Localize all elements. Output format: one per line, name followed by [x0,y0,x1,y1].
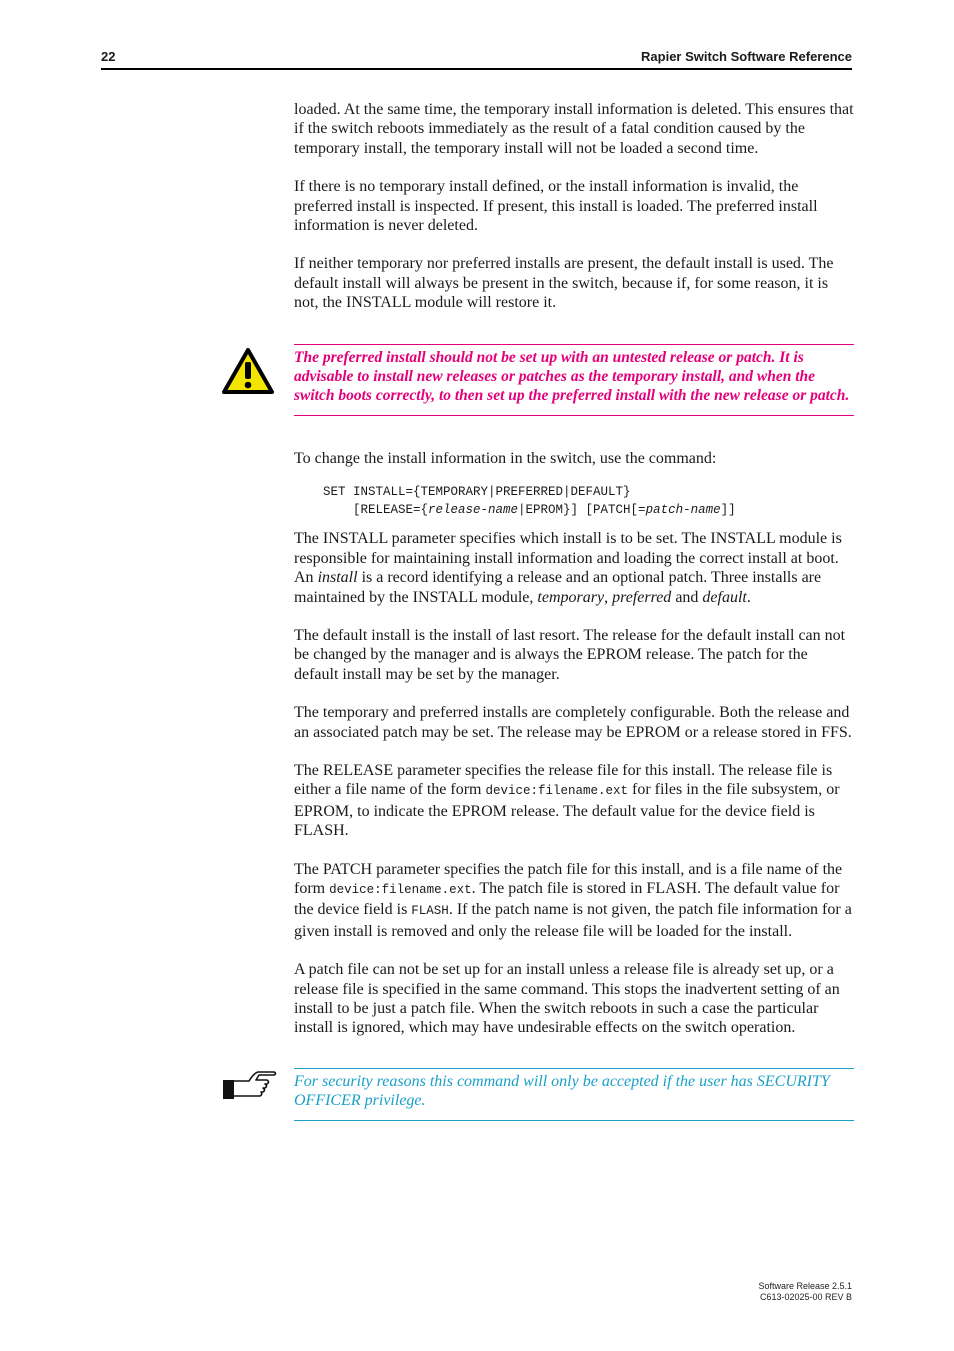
software-release: Software Release 2.5.1 [758,1281,852,1291]
paragraph: The INSTALL parameter specifies which install is to be set. The INSTALL module is responsible for maintaining install information and loading the correct install at boot. An install is a record identifying a release and an optional patch. Three installs are maintained by the INSTALL module, temporary, preferred and default. [294,530,842,606]
paragraph: If neither temporary nor preferred installs are present, the default install is used. The default install will always be present in the switch, because if, for some reason, it is not, the INSTALL module will restore it. [294,255,834,312]
paragraph: The temporary and preferred installs are completely configurable. Both the release and an associated patch may be set. The release may be EPROM or a release stored in FFS. [294,704,852,741]
command-syntax [323,483,854,519]
command-line: [RELEASE={release-name|EPROM}] [PATCH[=patch-name]] [353,503,736,518]
page-footer [758,1281,852,1303]
paragraph: The RELEASE parameter specifies the release file for this install. The release file is either a file name of the form device:filename.ext for files in the file subsystem, or EPROM, to indicate the EPROM release. The default value for the device field is FLASH. [294,761,840,840]
page-header [101,47,852,70]
note-callout [294,1068,854,1121]
paragraph: The default install is the install of last resort. The release for the default install can not be changed by the manager and is always the EPROM release. The patch for the default install may be set by the manager. [294,626,846,683]
page-body [294,100,854,1121]
page-number: 22 [101,49,116,64]
paragraph: To change the install information in the switch, use the command: [294,449,717,467]
document-revision: C613-02025-00 REV B [759,1292,852,1302]
command-line: SET INSTALL={TEMPORARY|PREFERRED|DEFAULT} [323,485,631,500]
document-title: Rapier Switch Software Reference [641,49,852,64]
paragraph: loaded. At the same time, the temporary install information is deleted. This ensures that if the switch reboots immediately as the result of a fatal condition caused by the temporary install, the temporary install will not be loaded a second time. [294,101,854,157]
note-text: For security reasons this command will only be accepted if the user has SECURITY OFFICER privilege. [294,1072,830,1110]
warning-triangle-icon [222,347,274,395]
paragraph: If there is no temporary install defined, or the install information is invalid, the preferred install is inspected. If present, this install is loaded. The preferred install information is never deleted. [294,178,818,235]
paragraph: The PATCH parameter specifies the patch file for this install, and is a file name of the form device:filename.ext. The patch file is stored in FLASH. The default value for the device field is FLASH. If the patch name is not given, the patch file information for a given install is removed and only the release file will be loaded for the install. [294,860,852,940]
paragraph: A patch file can not be set up for an install unless a release file is already set up, or a release file is specified in the same command. This stops the inadvertent setting of an install to be just a patch file. When the switch reboots in such a case the particular install is ignored, which may have undesirable effects on the switch operation. [294,961,840,1037]
pointing-hand-icon [221,1069,277,1101]
warning-callout [294,344,854,416]
warning-text: The preferred install should not be set up with an untested release or patch. It is advisable to install new releases or patches as the temporary install, and when the switch boots correctly, to then set up the preferred install with the new release or patch. [294,348,850,405]
